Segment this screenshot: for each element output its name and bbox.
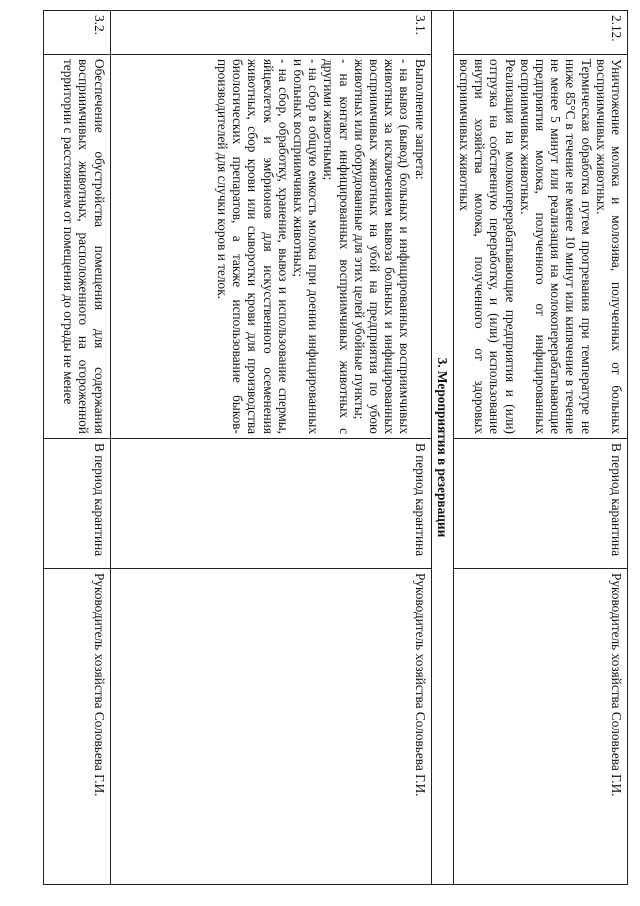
measure-paragraph: Термическая обработка путем прогревания при температуре не ниже 85°С в течение не менее 10 минут или кипячение в течение не менее 5 минут или реализация на молокоперерабатывающие предприятия молока, полученного от инфицированных восприимчивых животных.: [517, 59, 594, 434]
measure-term: В период карантина: [43, 439, 110, 569]
item-number: 2.12.: [453, 11, 627, 55]
responsible-person: Руководитель хозяйства Соловьева Г.И.: [453, 569, 627, 885]
item-number: 3.2.: [43, 11, 110, 55]
measure-paragraph: Уничтожение молока и молозива, полученных от больных восприимчивых животных.: [593, 59, 624, 434]
section-title: 3. Мероприятия в резервации: [431, 11, 453, 885]
section-header-row: [431, 11, 453, 885]
table-row: [43, 11, 110, 885]
measure-paragraph: Обеспечение обустройства помещения для содержания восприимчивых животных, расположенного на огороженной территории с расстоянием от помещения до ограды не менее: [61, 59, 107, 434]
measure-intro: Выполнение запрета:: [412, 59, 428, 180]
measure-text: [110, 55, 431, 439]
measure-text: [453, 55, 627, 439]
item-number: 3.1.: [110, 11, 431, 55]
measure-list-item: - на вывоз (вывод) больных и инфицированных восприимчивых животных за исключением вывоза больных и инфицированных восприимчивых животных на убой на предприятия по убою животных или оборудованные для этих целей убойные пункты;: [351, 59, 413, 434]
measure-term: В период карантина: [110, 439, 431, 569]
table-row: [110, 11, 431, 885]
measure-text: [43, 55, 110, 439]
table-row: [453, 11, 627, 885]
quarantine-measures-table: [43, 10, 628, 885]
measure-list-item: - на контакт инфицированных восприимчивых животных с другими животными;: [321, 59, 352, 434]
measure-list-item: - на сбор в общую емкость молока при доении инфицированных и больных восприимчивых животных;: [290, 59, 322, 434]
measure-paragraph: Реализация на молокоперерабатывающие предприятия и (или) отгрузка на собственную переработку, и (или) использование внутри хозяйства молока, полученного от здоровых восприимчивых животных: [456, 59, 518, 434]
responsible-person: Руководитель хозяйства Соловьева Г.И.: [110, 569, 431, 885]
measure-term: В период карантина: [453, 439, 627, 569]
measure-list-item: - на сбор, обработку, хранение, вывоз и использование спермы, яйцеклеток и эмбрионов для искусственного осеменения животных, сбор крови или сыворотки крови для производства биологических препаратов, а также использование быков-производителей для случки коров и телок.: [214, 59, 291, 434]
responsible-person: Руководитель хозяйства Соловьева Г.И.: [43, 569, 110, 885]
